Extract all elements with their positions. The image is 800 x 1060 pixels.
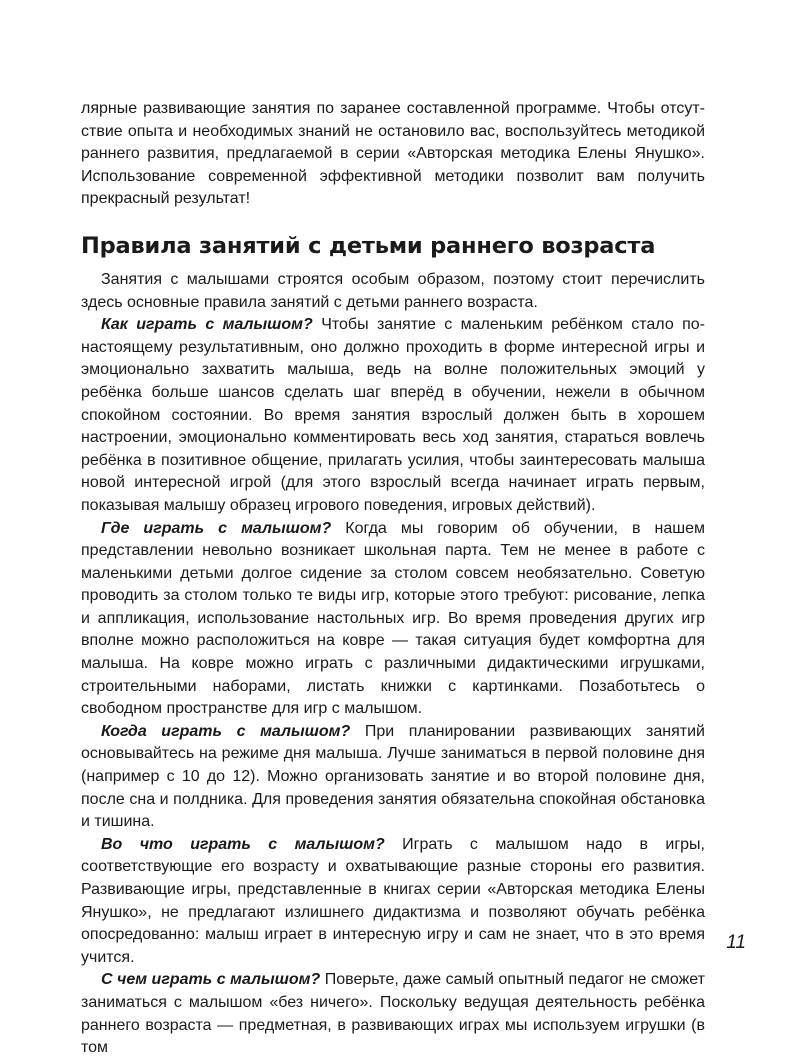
page-number: 11: [726, 932, 746, 953]
rule-text-with-what: Поверьте, даже самый опытный педагог не сможет заниматься с малышом «без ничего». Поскольку ведущая деятельность ребёнка раннего возраста — предметная, в развивающих играх мы используем игрушки (в том: [81, 971, 705, 1057]
rule-paragraph-how: [81, 314, 705, 517]
rule-lead-with-what: С чем играть с малышом?: [101, 971, 321, 989]
rule-lead-where: Где играть с малышом?: [101, 519, 332, 537]
rule-paragraph-where: [81, 518, 705, 721]
rule-paragraph-what: [81, 834, 705, 970]
intro-paragraph: лярные развивающие занятия по заранее составленной программе. Чтобы отсутствие опыта и необходимых знаний не остановило вас, воспользуйтесь методикой раннего развития, предлагаемой в серии «Авторская методика Елены Янушко». Использование современной эффективной методики позволит вам получить прекрасный результат!: [81, 100, 705, 208]
rule-paragraph-with-what: [81, 969, 705, 1059]
rule-text-when: При планировании развивающих занятий основывайтесь на режиме дня малыша. Лучше заниматься в первой половине дня (например с 10 до 12). Можно организовать занятие и во второй половине дня, после сна и полдника. Для проведения занятия обязательна спокойная обстановка и тишина.: [81, 722, 705, 831]
rule-lead-how: Как играть с малышом?: [101, 316, 313, 334]
opening-paragraph: Занятия с малышами строятся особым образом, поэтому стоит перечислить здесь основные правила занятий с детьми раннего возраста.: [81, 270, 705, 311]
rule-lead-when: Когда играть с малышом?: [101, 722, 351, 740]
rule-paragraph-when: [81, 721, 705, 834]
rule-lead-what: Во что играть с малышом?: [101, 835, 385, 853]
rule-text-where: Когда мы говорим об обучении, в нашем представлении невольно возникает школьная парта. Тем не менее в работе с маленькими детьми долгое сидение за столом совсем необязательно. Советую проводить за столом только те виды игр, которые этого требуют: рисование, лепка и аппликация, использование настольных игр. Во время проведения других игр вполне можно расположиться на ковре — такая ситуация будет комфортна для малыша. На ковре можно играть с различными дидактическими игрушками, строительными наборами, листать книжки с картинками. Позаботьтесь о свободном пространстве для игр с малышом.: [81, 519, 706, 718]
rule-text-how: Чтобы занятие с маленьким ребёнком стало по-настоящему результативным, оно должно проходить в форме интересной игры и эмоционально захватить малыша, ведь на волне положительных эмоций у ребёнка больше шансов сделать шаг вперёд в обучении, нежели в обычном спокойном состоянии. Во время занятия взрослый должен быть в хорошем настроении, эмоционально комментировать весь ход занятия, стараться вовлечь ребёнка в позитивное общение, прилагать усилия, чтобы заинтересовать малыша новой интересной игрой (для этого взрослый всегда начинает играть первым, показывая малышу образец игрового поведения, игровых действий).: [81, 316, 706, 514]
section-heading: Правила занятий с детьми раннего возраста: [81, 232, 656, 259]
page-body: [81, 98, 705, 1060]
rule-text-what: Играть с малышом надо в игры, соответствующие его возрасту и охватывающие разные стороны его развития. Развивающие игры, представленные в книгах серии «Авторская методика Елены Янушко», не предлагают излишнего дидактизма и позволяют обучать ребёнка опосредованно: малыш играет в интересную игру и сам не знает, что в это время учится.: [81, 835, 706, 966]
